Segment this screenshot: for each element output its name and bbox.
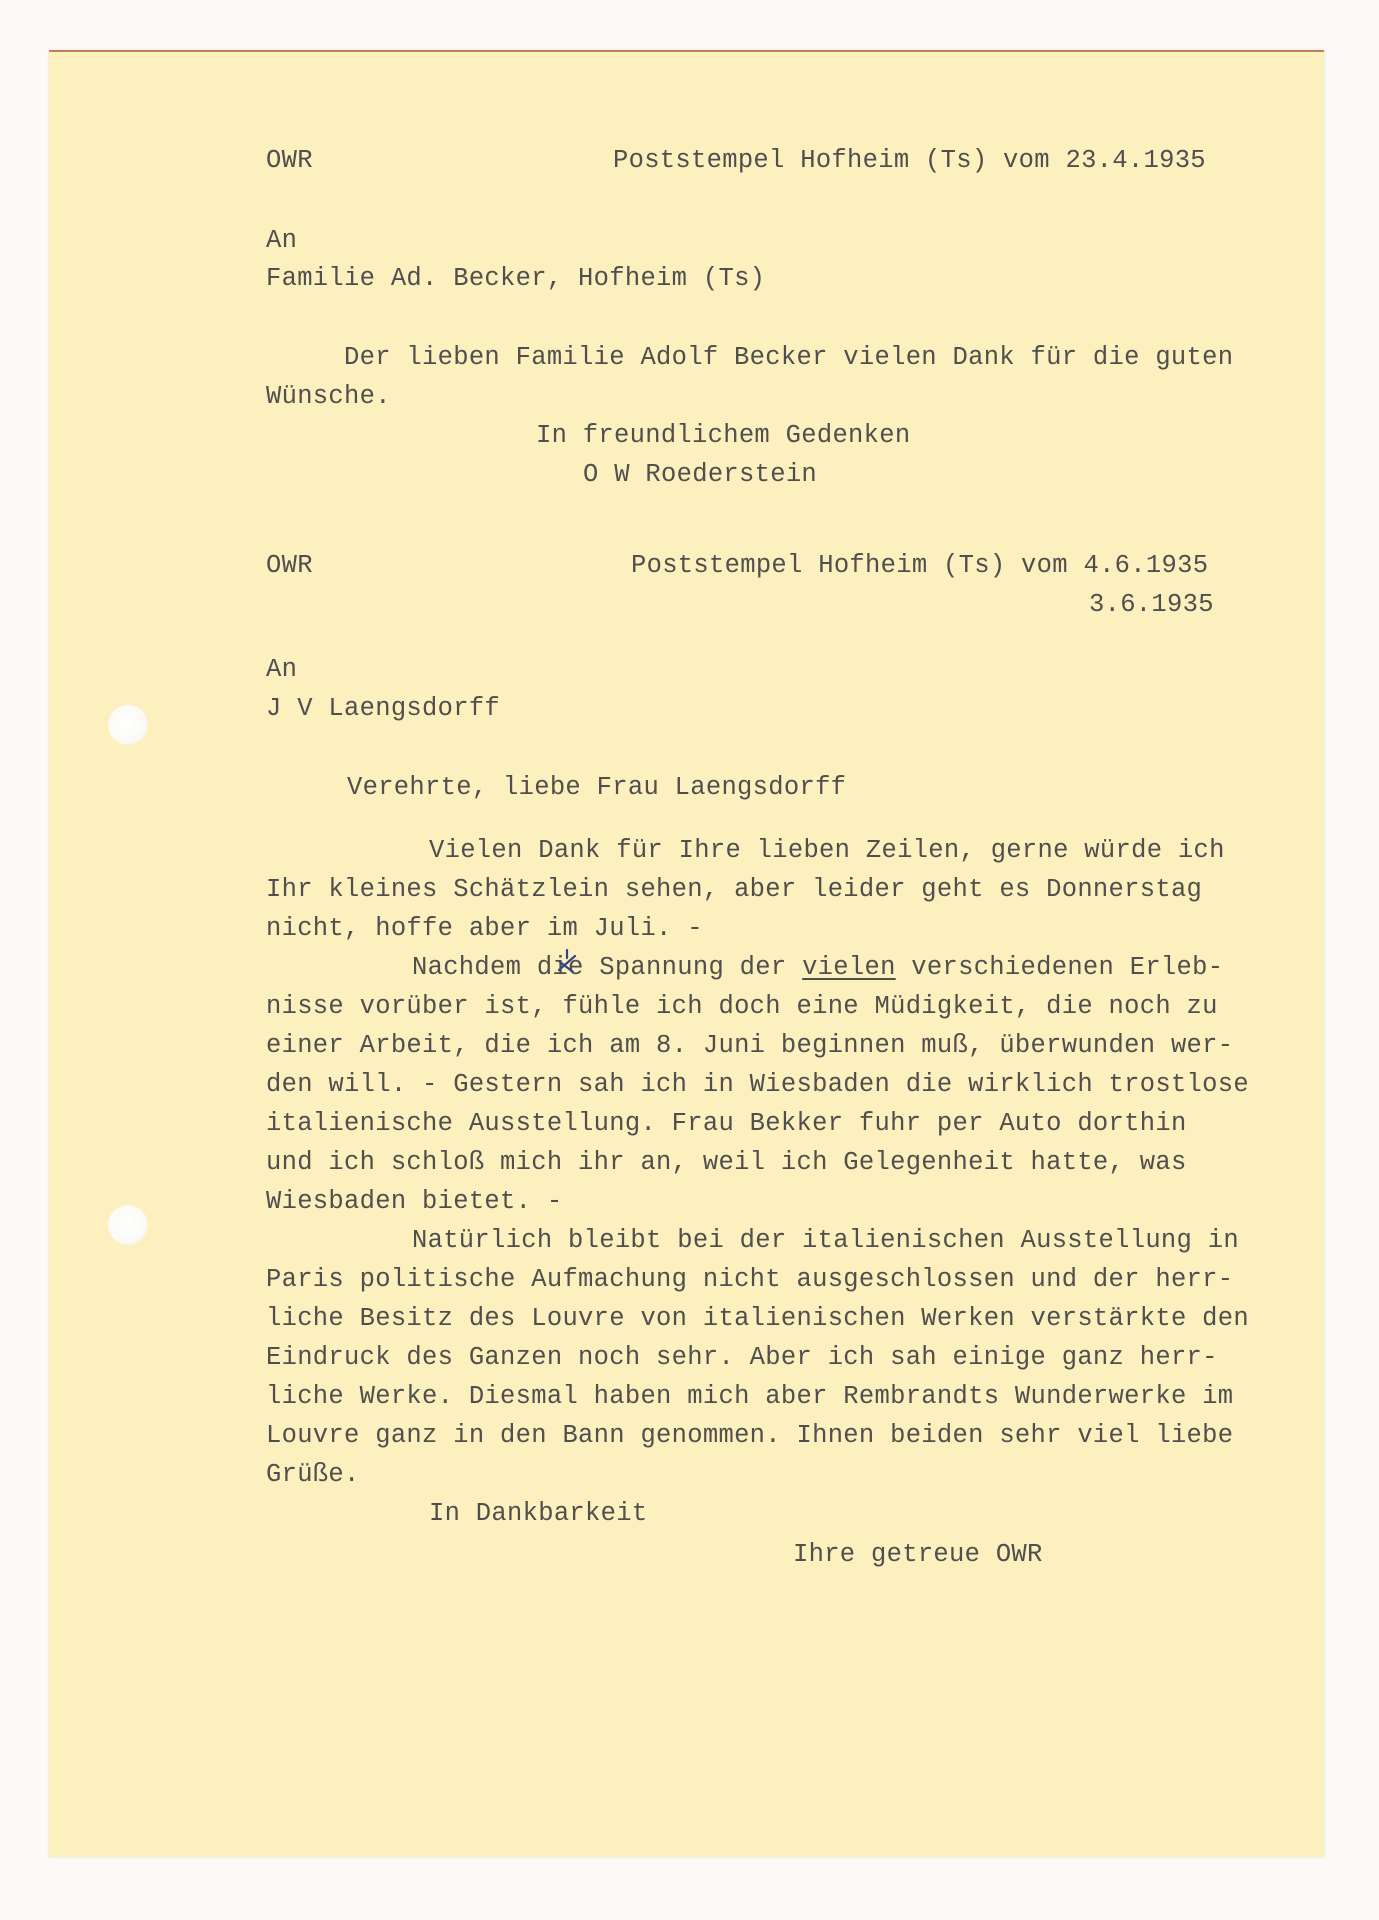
letter2-paragraph1-line-2: Ihr kleines Schätzlein sehen, aber leider geht es Donnerstag <box>266 875 1203 904</box>
letter2-paragraph3-line-2: Paris politische Aufmachung nicht ausgeschlossen und der herr- <box>266 1265 1234 1294</box>
letter2-paragraph3-line-5: liche Werke. Diesmal haben mich aber Rembrandts Wunderwerke im <box>266 1382 1234 1411</box>
letter2-closing: In Dankbarkeit <box>429 1499 648 1528</box>
letter2-paragraph2-line-7: Wiesbaden bietet. - <box>266 1187 563 1216</box>
letter2-paragraph3-line-7: Grüße. <box>266 1460 360 1489</box>
letter2-paragraph3-line-6: Louvre ganz in den Bann genommen. Ihnen beiden sehr viel liebe <box>266 1421 1234 1450</box>
letter2-recipient: J V Laengsdorff <box>266 694 501 723</box>
letter1-closing: In freundlichem Gedenken <box>536 421 911 450</box>
letter2-signature: Ihre getreue OWR <box>793 1540 1043 1569</box>
letter1-signature: O W Roederstein <box>583 460 818 489</box>
p2-line1-start: Nachdem die Spannung der <box>412 953 803 982</box>
letter2-paragraph3-line-3: liche Besitz des Louvre von italienischen Werken verstärkte den <box>266 1304 1249 1333</box>
letter1-an: An <box>266 226 298 255</box>
letter1-postmark: Poststempel Hofheim (Ts) vom 23.4.1935 <box>613 146 1206 175</box>
underlined-word-vielen: vielen <box>802 953 896 982</box>
letter2-paragraph2-line-4: den will. - Gestern sah ich in Wiesbaden die wirklich trostlose <box>266 1070 1249 1099</box>
letter1-body-line-1: Der lieben Familie Adolf Becker vielen Dank für die guten <box>344 343 1234 372</box>
letter1-body-line-2: Wünsche. <box>266 382 391 411</box>
letter2-paragraph1-line-1: Vielen Dank für Ihre lieben Zeilen, gerne würde ich <box>429 836 1225 865</box>
punch-hole-lower <box>108 1205 148 1245</box>
letter2-paragraph2-line-2: nisse vorüber ist, fühle ich doch eine Müdigkeit, die noch zu <box>266 992 1218 1021</box>
handwritten-correction-mark <box>556 948 578 976</box>
letter1-recipient: Familie Ad. Becker, Hofheim (Ts) <box>266 264 766 293</box>
punch-hole-upper <box>108 705 148 745</box>
letter2-greeting: Verehrte, liebe Frau Laengsdorff <box>347 773 847 802</box>
letter2-paragraph2-line-1 <box>412 955 1223 981</box>
letter2-paragraph3-line-4: Eindruck des Ganzen noch sehr. Aber ich sah einige ganz herr- <box>266 1343 1218 1372</box>
letter2-paragraph3-line-1: Natürlich bleibt bei der italienischen Ausstellung in <box>412 1226 1239 1255</box>
letter2-paragraph2-line-5: italienische Ausstellung. Frau Bekker fuhr per Auto dorthin <box>266 1109 1187 1138</box>
letter2-an: An <box>266 655 298 684</box>
letter2-paragraph2-line-3: einer Arbeit, die ich am 8. Juni beginnen muß, überwunden wer- <box>266 1031 1234 1060</box>
letter1-sender: OWR <box>266 146 313 175</box>
letter2-paragraph2-line-6: und ich schloß mich ihr an, weil ich Gelegenheit hatte, was <box>266 1148 1187 1177</box>
p2-line1-end: verschiedenen Erleb- <box>895 953 1224 982</box>
letter2-sender: OWR <box>266 551 313 580</box>
letter2-postmark-alt-date: 3.6.1935 <box>1089 590 1214 619</box>
letter2-paragraph1-line-3: nicht, hoffe aber im Juli. - <box>266 914 703 943</box>
letter2-postmark: Poststempel Hofheim (Ts) vom 4.6.1935 <box>631 551 1209 580</box>
